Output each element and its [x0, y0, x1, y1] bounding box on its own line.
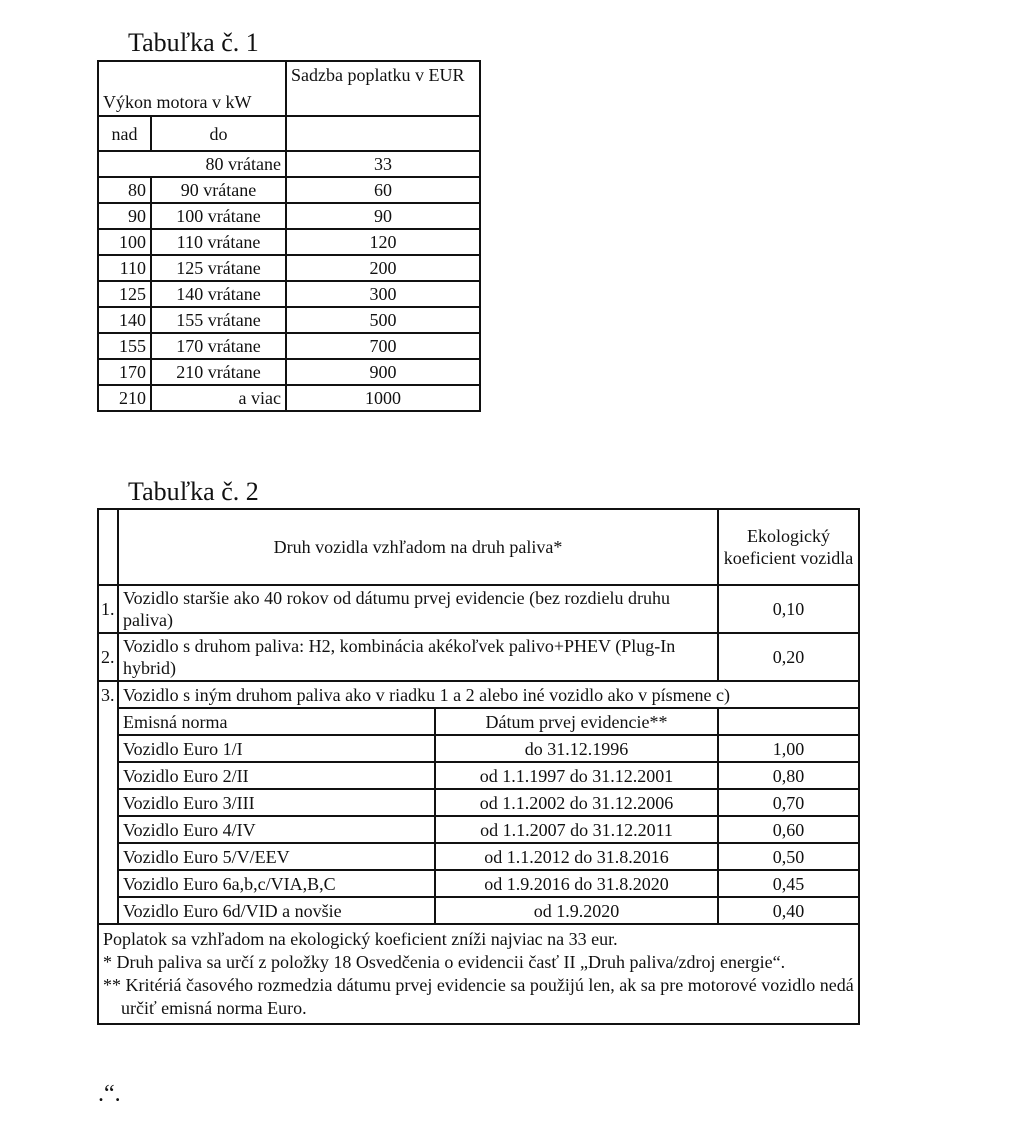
table2-subheader-row [98, 708, 859, 735]
coef-cell: 0,60 [718, 816, 859, 843]
coef-cell: 0,45 [718, 870, 859, 897]
coef-cell: 0,20 [718, 633, 859, 681]
table2-footnotes-row [98, 924, 859, 1024]
num-header-empty [98, 509, 118, 585]
rate-cell: 60 [286, 177, 480, 203]
rate-cell: 200 [286, 255, 480, 281]
table-row [98, 151, 480, 177]
item-text: Vozidlo s druhom paliva: H2, kombinácia akékoľvek palivo+PHEV (Plug-In hybrid) [118, 633, 718, 681]
over-cell: 90 [98, 203, 151, 229]
table2-title: Tabuľka č. 2 [128, 477, 259, 506]
norm-cell: Vozidlo Euro 5/V/EEV [118, 843, 435, 870]
upto-cell: 155 vrátane [151, 307, 286, 333]
over-cell: 100 [98, 229, 151, 255]
coef-subheader-empty [718, 708, 859, 735]
over-header: nad [98, 116, 151, 151]
norm-cell: Vozidlo Euro 3/III [118, 789, 435, 816]
coef-cell: 0,40 [718, 897, 859, 924]
table-row [98, 816, 859, 843]
norm-cell: Vozidlo Euro 1/I [118, 735, 435, 762]
table1-subheader-row [98, 116, 480, 151]
closing-quote-mark: .“. [98, 1081, 121, 1107]
table-row [98, 870, 859, 897]
num-spacer [98, 735, 118, 762]
date-cell: od 1.1.2007 do 31.12.2011 [435, 816, 718, 843]
over-cell: 155 [98, 333, 151, 359]
table-row [98, 229, 480, 255]
over-cell: 210 [98, 385, 151, 411]
upto-cell: 100 vrátane [151, 203, 286, 229]
over-cell: 110 [98, 255, 151, 281]
upto-cell: 140 vrátane [151, 281, 286, 307]
table-row [98, 203, 480, 229]
rate-cell: 1000 [286, 385, 480, 411]
num-spacer [98, 789, 118, 816]
table-row [98, 359, 480, 385]
num-spacer [98, 897, 118, 924]
norm-header: Emisná norma [118, 708, 435, 735]
item-number: 1. [98, 585, 118, 633]
table-row [98, 843, 859, 870]
num-spacer [98, 816, 118, 843]
table2 [97, 508, 860, 1025]
coef-cell: 0,50 [718, 843, 859, 870]
table-row [98, 255, 480, 281]
table-row [98, 897, 859, 924]
table-row [98, 333, 480, 359]
item-number: 2. [98, 633, 118, 681]
rate-cell: 120 [286, 229, 480, 255]
upto-cell: 170 vrátane [151, 333, 286, 359]
over-cell: 170 [98, 359, 151, 385]
num-spacer [98, 708, 118, 735]
table2-header-row [98, 509, 859, 585]
table1-header-row [98, 61, 480, 116]
upto-cell: 210 vrátane [151, 359, 286, 385]
coef-cell: 0,70 [718, 789, 859, 816]
rate-cell: 300 [286, 281, 480, 307]
coef-cell: 1,00 [718, 735, 859, 762]
vehicle-type-header: Druh vozidla vzhľadom na druh paliva* [118, 509, 718, 585]
date-cell: do 31.12.1996 [435, 735, 718, 762]
table-row [98, 385, 480, 411]
norm-cell: Vozidlo Euro 2/II [118, 762, 435, 789]
table-row [98, 633, 859, 681]
upto-header: do [151, 116, 286, 151]
table-row [98, 789, 859, 816]
num-spacer [98, 843, 118, 870]
coef-header: Ekologický koeficient vozidla [718, 509, 859, 585]
over-cell: 80 [98, 177, 151, 203]
rate-cell: 500 [286, 307, 480, 333]
table-row [98, 281, 480, 307]
date-cell: od 1.9.2016 do 31.8.2020 [435, 870, 718, 897]
over-cell: 140 [98, 307, 151, 333]
table-row [98, 735, 859, 762]
norm-cell: Vozidlo Euro 6a,b,c/VIA,B,C [118, 870, 435, 897]
upto-cell: 90 vrátane [151, 177, 286, 203]
table1-title: Tabuľka č. 1 [128, 28, 259, 57]
power-header: Výkon motora v kW [98, 61, 286, 116]
footnote-main: Poplatok sa vzhľadom na ekologický koeficient zníži najviac na 33 eur. [103, 929, 618, 949]
rate-cell: 700 [286, 333, 480, 359]
date-header: Dátum prvej evidencie** [435, 708, 718, 735]
norm-cell: Vozidlo Euro 6d/VID a novšie [118, 897, 435, 924]
coef-cell: 0,80 [718, 762, 859, 789]
date-cell: od 1.9.2020 [435, 897, 718, 924]
date-cell: od 1.1.2012 do 31.8.2016 [435, 843, 718, 870]
norm-cell: Vozidlo Euro 4/IV [118, 816, 435, 843]
table-row [98, 307, 480, 333]
rate-cell: 90 [286, 203, 480, 229]
over-cell: 125 [98, 281, 151, 307]
rate-subheader-empty [286, 116, 480, 151]
rate-header: Sadzba poplatku v EUR [286, 61, 480, 116]
table-row [98, 177, 480, 203]
upto-cell: 80 vrátane [98, 151, 286, 177]
footnotes [98, 924, 859, 1024]
table-row [98, 762, 859, 789]
footnote-double-star: ** Kritériá časového rozmedzia dátumu prvej evidencie sa použijú len, ak sa pre motorové vozidlo nedá určiť emisná norma Euro. [103, 975, 854, 1018]
table1 [97, 60, 481, 412]
rate-cell: 33 [286, 151, 480, 177]
item-text: Vozidlo staršie ako 40 rokov od dátumu prvej evidencie (bez rozdielu druhu paliva) [118, 585, 718, 633]
coef-cell: 0,10 [718, 585, 859, 633]
date-cell: od 1.1.1997 do 31.12.2001 [435, 762, 718, 789]
table-row [98, 585, 859, 633]
table-row [98, 681, 859, 708]
rate-cell: 900 [286, 359, 480, 385]
num-spacer [98, 762, 118, 789]
upto-cell: 110 vrátane [151, 229, 286, 255]
upto-cell: a viac [151, 385, 286, 411]
upto-cell: 125 vrátane [151, 255, 286, 281]
num-spacer [98, 870, 118, 897]
date-cell: od 1.1.2002 do 31.12.2006 [435, 789, 718, 816]
footnote-star: * Druh paliva sa určí z položky 18 Osvedčenia o evidencii časť II „Druh paliva/zdroj energie“. [103, 952, 786, 972]
item-text: Vozidlo s iným druhom paliva ako v riadku 1 a 2 alebo iné vozidlo ako v písmene c) [118, 681, 859, 708]
item-number: 3. [98, 681, 118, 708]
